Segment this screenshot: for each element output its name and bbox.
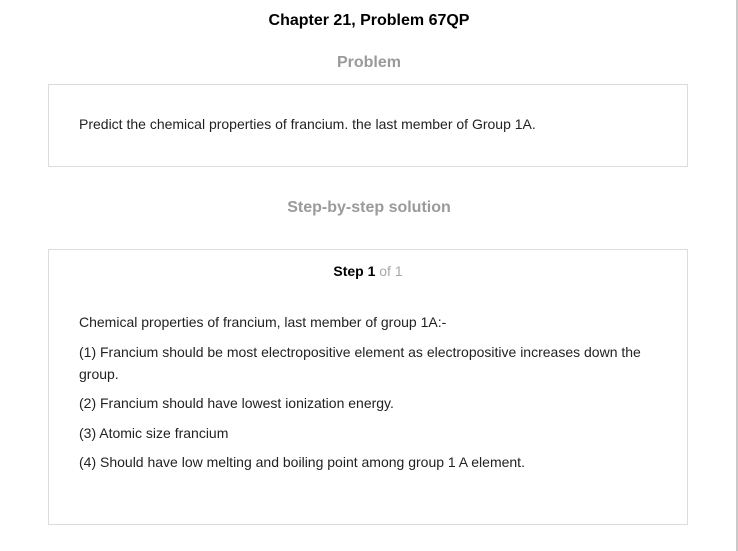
step-indicator (49, 263, 687, 279)
step-point-3: (3) Atomic size francium (79, 424, 229, 441)
step-intro: Chemical properties of francium, last member of group 1A:- (79, 314, 447, 330)
step-point-2: (2) Francium should have lowest ionization energy. (79, 395, 394, 411)
step-total: of 1 (379, 263, 403, 279)
chapter-title: Chapter 21, Problem 67QP (268, 12, 470, 29)
step-body (79, 311, 663, 481)
solution-card (48, 249, 688, 525)
step-point-1: (1) Francium should be most electropositive element as electropositive increases down the group. (79, 343, 641, 382)
problem-heading: Problem (336, 54, 401, 71)
step-number: Step 1 (333, 263, 376, 279)
step-point-4: (4) Should have low melting and boiling point among group 1 A element. (79, 454, 525, 470)
solution-heading: Step-by-step solution (287, 199, 451, 216)
problem-text: Predict the chemical properties of francium. the last member of Group 1A. (79, 116, 536, 132)
problem-card (48, 84, 688, 167)
